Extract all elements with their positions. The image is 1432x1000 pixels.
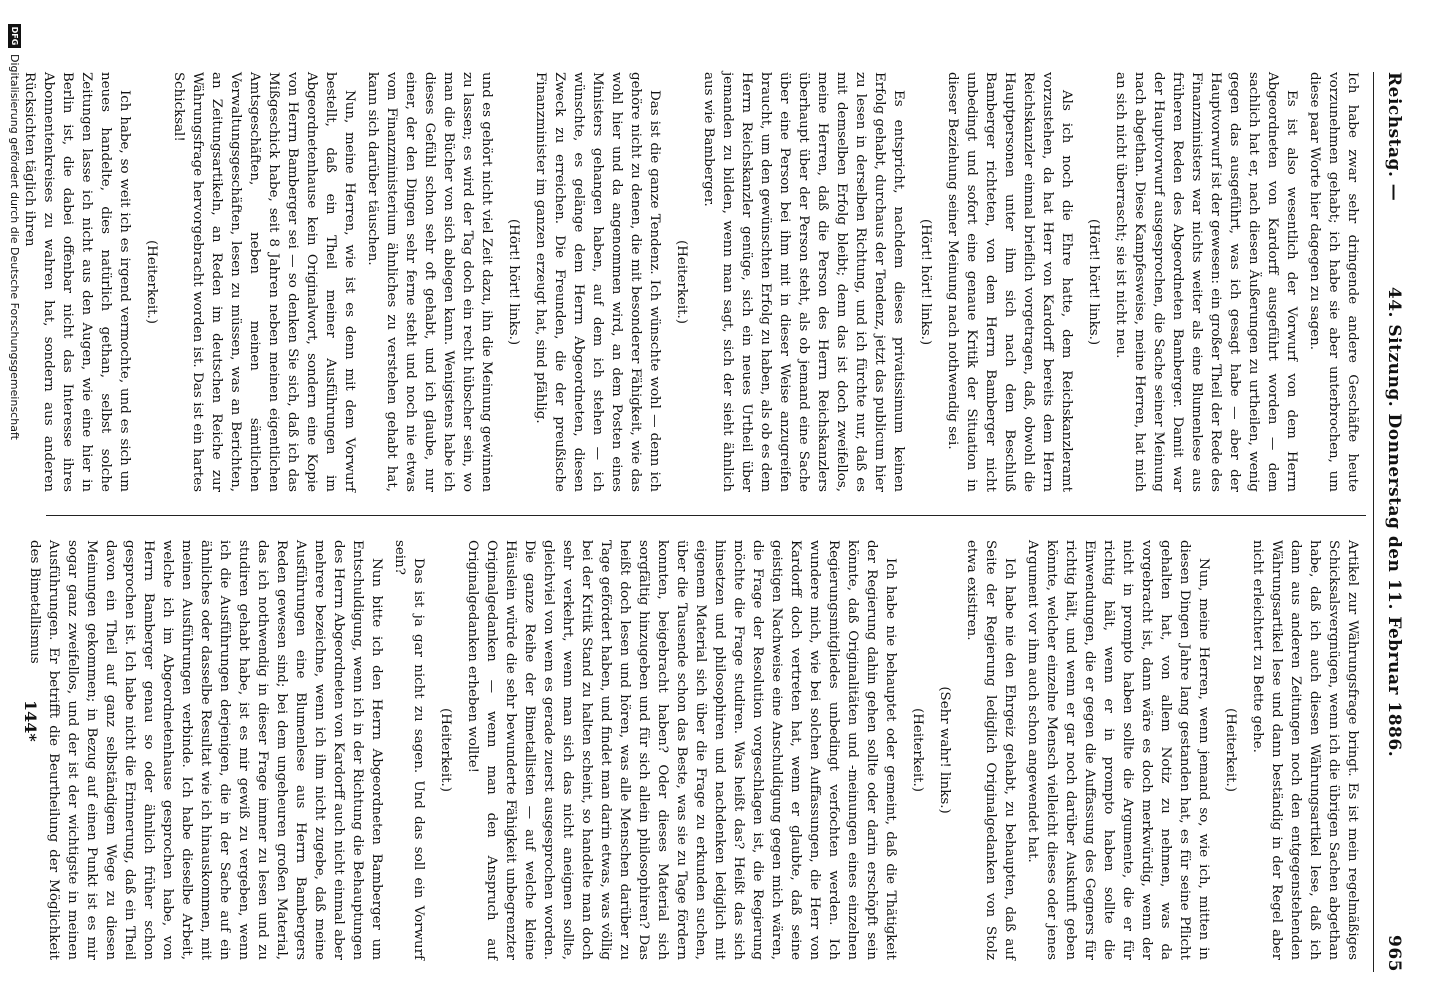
remark: (Hört! hört! links.) — [506, 218, 521, 346]
paragraph: Nun, meine Herren, wenn jemand so, wie ich, mitten in diesen Dingen Jahre lang gestanden hat, es für seine Pflicht gehalten hat, von allem Notiz zu nehmen, was da vorgebracht ist, dann wäre es doch merkwürdig, wenn der nicht in prompto haben sollte die Argumente, die er für richtig hält, wenn er in prompto haben sollte die Einwendungen, die er gegen die Auffassung des Gegners für richtig hält, und wenn er gar noch darüber Auskunft geben könnte, welcher einzelne Mensch vielleicht dieses oder jenes Argument vor ihm auch schon angewendet hat. — [1025, 540, 1211, 960]
header-session: 44. Sitzung. Donnerstag den 11. Februar 1886. — [1384, 286, 1404, 758]
paragraph: Ich habe zwar sehr dringende andere Geschäfte heute vorzunehmen gehabt; ich habe sie aber unterbrochen, um diese paar Worte hier dagegen zu sagen. — [1307, 72, 1360, 492]
remark: (Heiterkeit.) — [674, 240, 689, 324]
paragraph: Nun bitte ich den Herrn Abgeordneten Bamberger um Entschuldigung, wenn ich in der Richtung die Behauptungen des Herrn Abgeordneten von Kardorff auch nicht einmal aber mehrere bezeichne, wenn ich ihm nicht zugebe, daß meine Ausführungen eine Blumenlese aus Herrn Bambergers Reden gewesen sind; bei dem ungeheuren großen Material, das ich nothwendig in dieser Frage immer zu lesen und zu studiren gehabt habe, ist es mir gewiß zu vergeben, wenn ich die Ausführungen derjenigen, die in der Sache auf ein ähnliches oder dasselbe Resultat wie ich hinauskommen, mit meinen Ausführungen verbinde. Ich habe dieselbe Arbeit, welche ich im Abgeordnetenhause gesprochen habe, von Herrn Bamberger genau so oder ähnlich früher schon gesprochen ist. Ich habe nicht die Erinnerung, daß ein Theil davon ein Theil auf ganz selbständigem Wege zu diesen Meinungen gekommen; in Bezug auf einen Punkt ist es mir sogar ganz zweifellos, und der ist der wichtigste in meinen Ausführungen. Er betrifft die Beurtheilung der Möglichkeit des Bimetallismus — [27, 540, 384, 960]
remark: (Heiterkeit.) — [1223, 708, 1238, 792]
dfg-logo-icon: DFG — [9, 24, 22, 48]
paragraph: Artikel zur Währungsfrage bringt. Es ist mein regelmäßiges Schicksalsvergnügen, wenn ich die übrigen Sachen abgethan habe, daß ich auch diesen Währungsartikel lese, daß ich dann aus anderen Zeitungen noch den entgegenstehenden Währungsartikel lese und dann beständig in der Regel aber nicht erleichtert zu Bette gehe. — [1250, 540, 1360, 960]
header-page-number: 965 — [1384, 935, 1404, 972]
header-rule — [1373, 72, 1374, 972]
paragraph: und es gehört nicht viel Zeit dazu, ihn die Meinung gewinnen zu lassen; es wird der Tag doch ein recht hübscher sein, wo man die Bücher von sich ablegen kann. Wenigstens habe ich dieses Gefühl schon sehr oft gehabt, und ich glaube, nur einer, der den Dingen sehr ferne steht und noch nie etwas vom Finanzministerium ähnliches zu verstehen gehabt hat, kann sich darüber täuschen. — [365, 72, 494, 492]
remark: (Hört! hört! links.) — [1086, 218, 1101, 346]
remark: (Hört! hört! links.) — [918, 218, 933, 346]
paragraph: Es entspricht, nachdem dieses privatissimum keinen Erfolg gehabt, durchaus der Tendenz, jetzt das publicum hier zu lesen in derselben Richtung, und ich fürchte nur, daß es mit demselben Erfolg bleibt; denn das ist doch zweifellos, meine Herren, daß die Person des Herrn Reichskanzlers überhaupt über der Person steht, als ob jemand eine Sache über eine Person bei ihm mit in dieser Weise anzugreifen braucht, um den gewünschten Erfolg zu haben, als ob es dem Herrn Reichskanzler genüge, sich ein neues Urtheil über jemanden zu bilden, wenn man sagt, sich der sieht ähnlich aus wie Bamberger. — [701, 72, 906, 492]
remark: (Heiterkeit.) — [910, 708, 925, 792]
paragraph: Als ich noch die Ehre hatte, dem Reichskanzleramt vorzustehen, da hat Herr von Kardorff bereits dem Herrn Reichskanzler einmal brieflich vorgetragen, daß, obwohl die Hauptpersonen unter ihm sich nach dem Beschluß Bamberger richteten, von dem Herrn Bamberger nicht unbedingt und sofort eine genaue Kritik der Situation in dieser Beziehung seiner Meinung nach nothwendig sei. — [945, 72, 1074, 492]
running-header — [1378, 72, 1404, 972]
header-section: Reichstag. — — [1384, 72, 1404, 202]
remark: (Heiterkeit.) — [144, 240, 159, 324]
signature-mark: 144* — [21, 700, 40, 742]
remark: (Sehr wahr! links.) — [937, 686, 952, 814]
left-column — [22, 72, 1362, 492]
paragraph: Nun, meine Herren, wie ist es denn mit dem Vorwurf bestellt, daß ein Theil meiner Ausführungen im Abgeordnetenhause kein Originalwort, sondern eine Kopie von Herrn Bamberger sei — so denken Sie sich, daß ich das Mißgeschick habe, seit 8 Jahren neben meinen eigentlichen Amtsgeschäften, neben meinen sämtlichen Verwaltungsgeschäften, lesen zu müssen, was an Berichten, an Zeitungsartikeln, an Reden im deutschen Reiche zur Währungsfrage hervorgebracht worden ist. Das ist ein hartes Schicksal! — [171, 72, 357, 492]
paragraph: Ich habe nie behauptet oder gemeint, daß die Thätigkeit der Regierung dahin gehen sollte oder darin erschöpft sein könnte, daß Originalitäten und -meinungen eines einzelnen Regierungsmitgliedes unbedingt verfochten werden. Ich wundere mich, wie bei solchen Auffassungen, die Herr von Kardorff doch vertreten hat, wenn er glaubte, daß seine geistigen Nachweise eine Anschuldigung gegen mich wären, die Frage der Resolution vorgeschlagen ist, die Regierung möchte die Frage studiren. Was heißt das? Heißt das sich hinsetzen und philosophiren und nachdenken lediglich mit eigenem Material sich über die Frage zu erkunden suchen, über die Tausende schon das Beste, was sie zu Tage fördern konnten, beigebracht haben? Oder dieses Material sich sorgfältig hinzugeben und für sich allein philosophiren? Das heißt doch lesen und hören, was alle Menschen darüber zu Tage gefördert haben, und findet man darin etwas, was völlig bei der Kritik Stand zu halten scheint, so handelte man doch sehr verkehrt, wenn man sich das nicht aneignen sollte, gleichviel von wem es gerade zuerst ausgesprochen worden. Die ganze Reihe der Bimetallisten — auf welche kleine Häuslein würde die sehr bewunderte Fähigkeit unbegrenzter Originalgedanken — wenn man den Anspruch auf Originalgedanken erheben wollte! — [465, 540, 898, 960]
paragraph: Ich habe, so weit ich es irgend vermochte, und es sich um neues handelte, dies natürlich gethan, selbst solche Zeitungen lasse ich nicht aus den Augen, wie eine hier in Berlin ist, die dabei offenbar nicht das Interesse ihres Abonnentenkreises zu wahren hat, sondern aus anderen Rücksichten täglich ihren — [22, 72, 132, 492]
footer-text: Digitalisierung gefördert durch die Deutsche Forschungsgemeinschaft — [8, 54, 22, 440]
paragraph: Das ist die ganze Tendenz. Ich wünschte wohl — denn ich gehöre nicht zu denen, die mit besonderer Fähigkeit, wie das wohl hier und da angenommen wird, an dem Posten eines Ministers gehangen haben, auf dem ich stehen — ich wünschte, es gelänge dem Herrn Abgeordneten, diesen Zweck zu erreichen. Die Freunden, die der preußische Finanzminister im ganzen erzeugt hat, sind pfählig. — [533, 72, 662, 492]
paragraph: Es ist also wesentlich der Vorwurf von dem Herrn Abgeordneten von Kardorff ausgeführt worden — dem sachlich hat er, nach diesen Äußerungen zu urtheilen, wenig gegen das ausgeführt, was ich gesagt habe — aber der Hauptvorwurf ist der gewesen: ein großer Theil der Rede des Finanzministers war nichts weiter als eine Blumenlese aus früheren Reden des Abgeordneten Bamberger. Damit war der Hauptvorwurf ausgesprochen, die Sache seiner Meinung nach abgethan. Diese Kampfesweise, meine Herren, hat mich an sich nicht überrascht; sie ist nicht neu. — [1113, 72, 1299, 492]
digitization-footer — [6, 24, 24, 984]
paragraph: Das ist ja gar nicht zu sagen. Und das soll ein Vorwurf sein? — [392, 540, 426, 960]
column-divider — [46, 515, 1366, 516]
paragraph: Ich habe nie den Ehrgeiz gehabt, zu behaupten, daß auf Seite der Regierung lediglich Originalgedanken von Stolz etwa existiren. — [964, 540, 1017, 960]
remark: (Heiterkeit.) — [438, 708, 453, 792]
